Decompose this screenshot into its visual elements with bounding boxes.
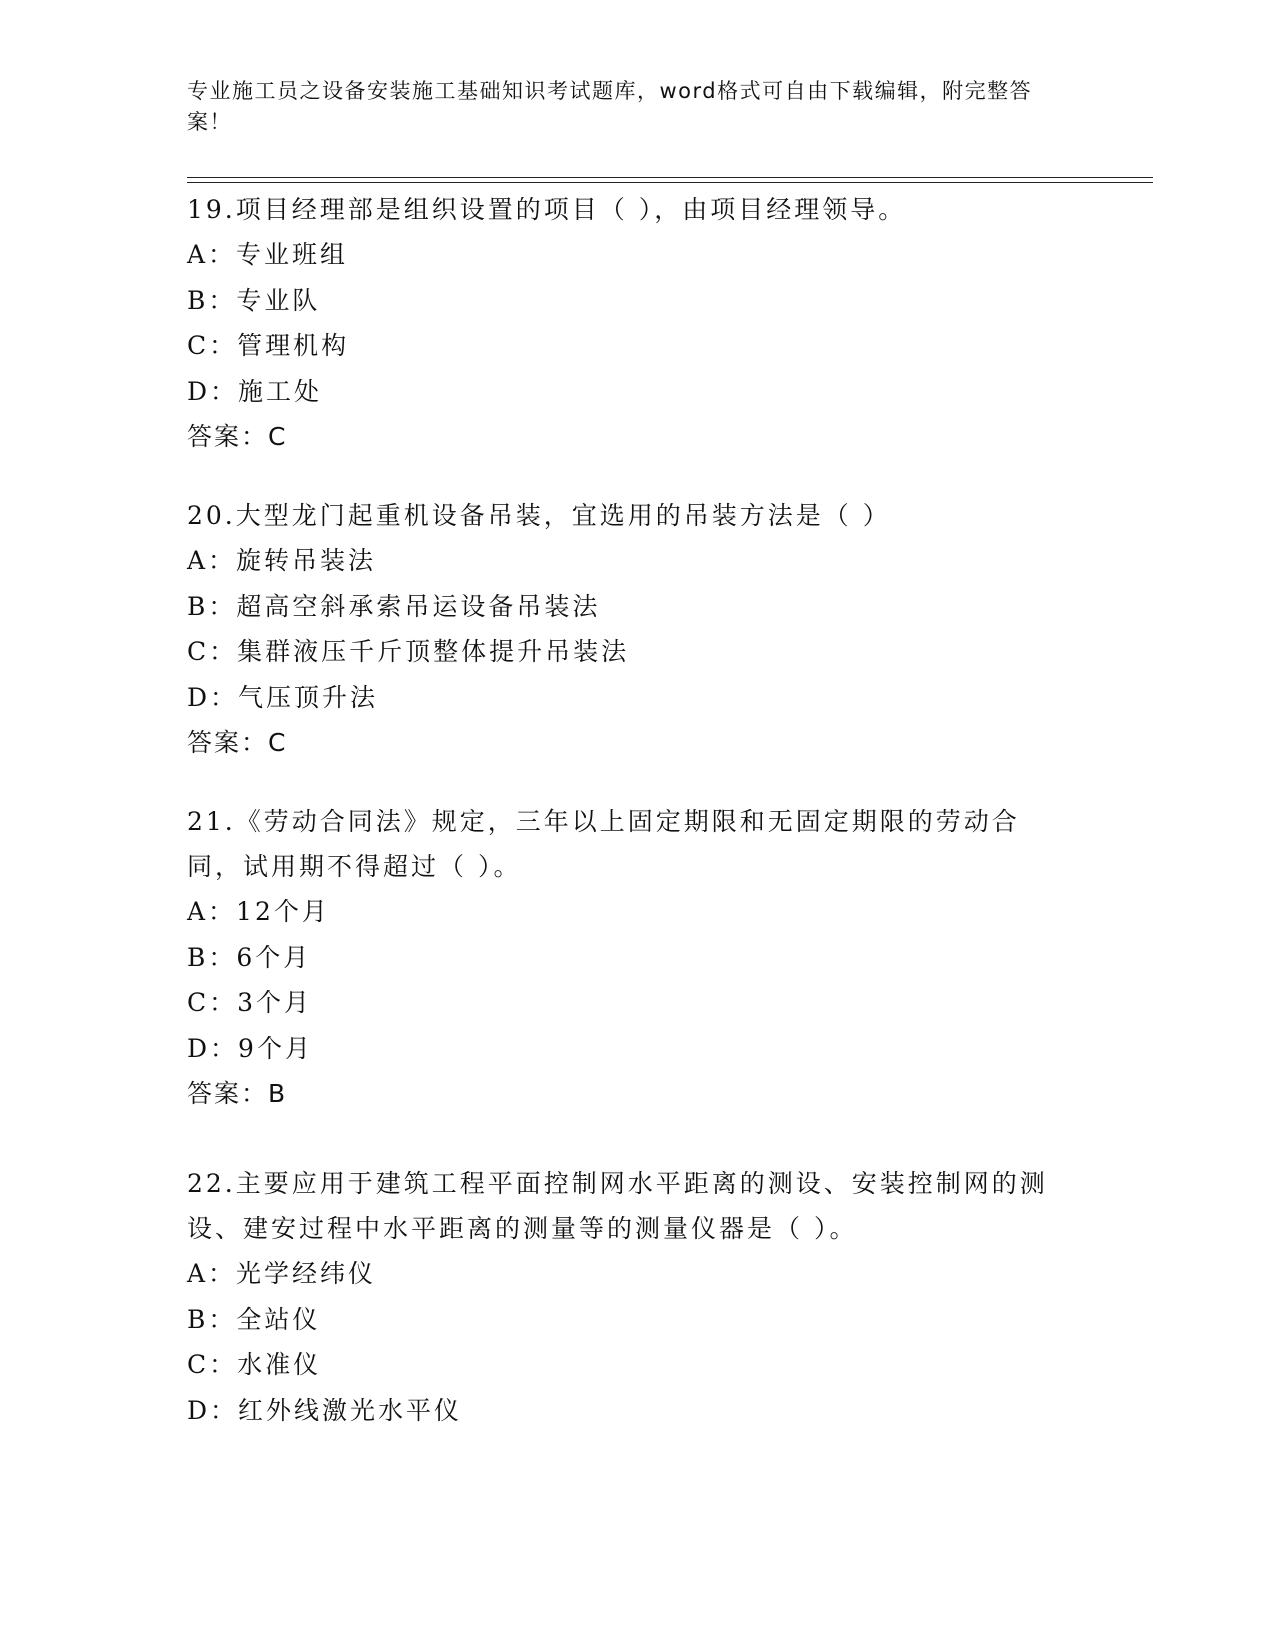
question-19 xyxy=(187,187,1067,459)
option-b: B：超高空斜承索吊运设备吊装法 xyxy=(187,591,601,621)
answer-text: 答案：C xyxy=(187,422,288,451)
option-a: A：旋转吊装法 xyxy=(187,546,377,575)
option-d: D：气压顶升法 xyxy=(187,682,379,712)
question-text: 22.主要应用于建筑工程平面控制网水平距离的测设、安装控制网的测设、建安过程中水平距离的测量等的测量仪器是（ ）。 xyxy=(187,1169,1048,1243)
header-divider-secondary xyxy=(187,182,1153,183)
option-d: D：9个月 xyxy=(187,1033,313,1063)
question-22 xyxy=(187,1161,1067,1433)
question-text: 21.《劳动合同法》规定，三年以上固定期限和无固定期限的劳动合同，试用期不得超过（ ）。 xyxy=(187,807,1020,881)
question-21 xyxy=(187,799,1067,1116)
option-c: C：管理机构 xyxy=(187,331,350,360)
option-b: B：专业队 xyxy=(187,285,321,315)
option-d: D：红外线激光水平仪 xyxy=(187,1395,463,1425)
answer-text: 答案：B xyxy=(187,1079,288,1108)
option-c: C：水准仪 xyxy=(187,1350,322,1379)
option-a: A：12个月 xyxy=(187,897,330,926)
option-c: C：3个月 xyxy=(187,988,313,1017)
question-text: 20.大型龙门起重机设备吊装，宜选用的吊装方法是（ ） xyxy=(187,501,891,530)
option-b: B：6个月 xyxy=(187,942,312,972)
option-d: D：施工处 xyxy=(187,376,323,406)
question-20 xyxy=(187,493,1067,765)
document-header: 专业施工员之设备安装施工基础知识考试题库，word格式可自由下载编辑，附完整答案！ xyxy=(187,79,1033,134)
option-c: C：集群液压千斤顶整体提升吊装法 xyxy=(187,637,630,666)
answer-text: 答案：C xyxy=(187,728,288,757)
option-a: A：专业班组 xyxy=(187,240,349,269)
option-a: A：光学经纬仪 xyxy=(187,1259,377,1288)
option-b: B：全站仪 xyxy=(187,1304,321,1334)
question-text: 19.项目经理部是组织设置的项目（ ），由项目经理领导。 xyxy=(187,195,907,224)
header-divider xyxy=(187,177,1153,178)
